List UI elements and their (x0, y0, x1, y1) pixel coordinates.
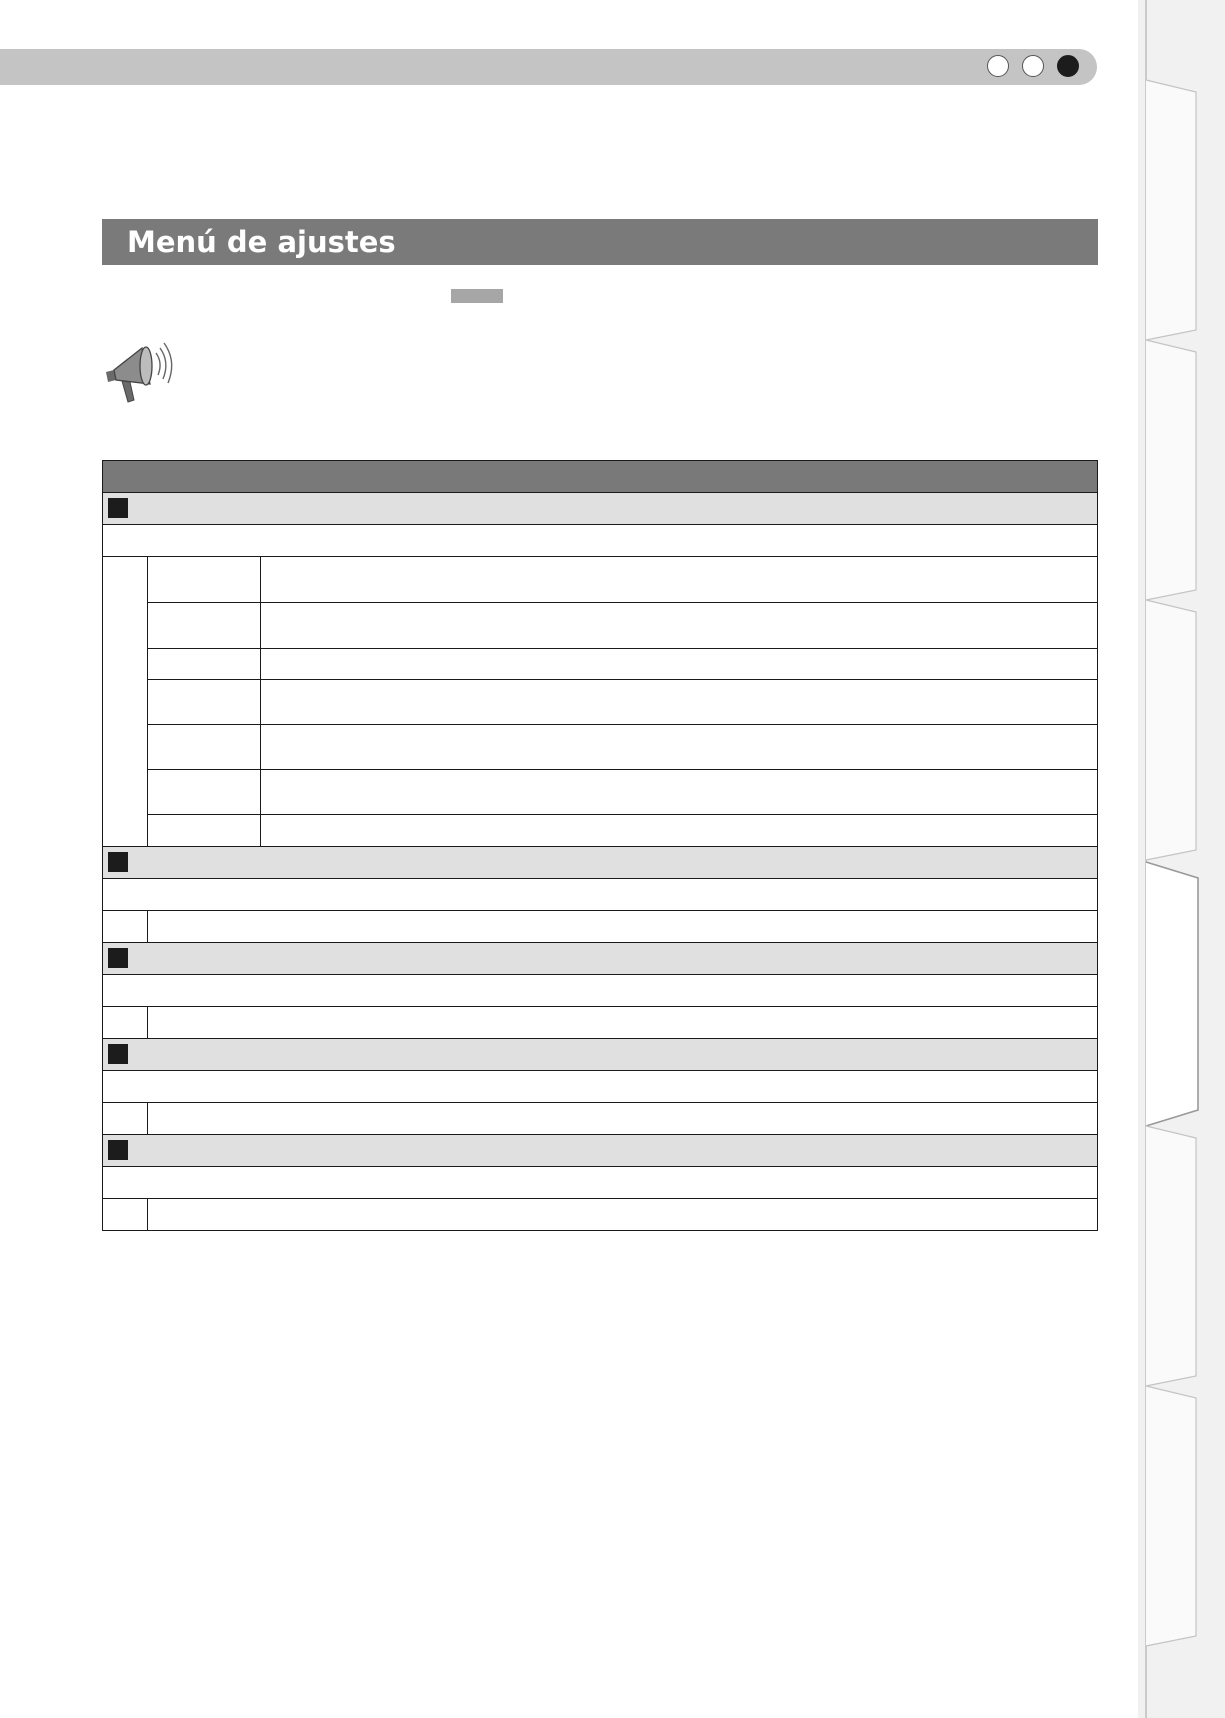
top-header-bar (0, 49, 1097, 85)
table-cell (147, 1103, 148, 1134)
table-cell (147, 1199, 148, 1230)
section-header-row (102, 1135, 1098, 1167)
section-header-row (102, 943, 1098, 975)
sidebar-tab-6[interactable] (1146, 1386, 1196, 1646)
table-row (102, 879, 1098, 911)
table-subrow (147, 769, 1097, 815)
table-row (102, 1167, 1098, 1199)
section-title: Menú de ajustes (102, 219, 1098, 265)
section-header-row (102, 1039, 1098, 1071)
table-subrow (147, 557, 1097, 603)
section-marker (108, 852, 128, 872)
table-row (102, 525, 1098, 557)
table-subrow (147, 679, 1097, 725)
page-indicator-dot-2 (1022, 55, 1044, 77)
table-row (102, 1199, 1098, 1231)
section-marker (108, 1140, 128, 1160)
page-indicator-dot-3 (1057, 55, 1079, 77)
table-cell (147, 911, 148, 942)
megaphone-icon (100, 338, 184, 412)
table-subitem-block (102, 557, 1098, 847)
table-row (102, 975, 1098, 1007)
sidebar-tab-3[interactable] (1146, 600, 1196, 860)
section-marker (108, 498, 128, 518)
section-marker (108, 948, 128, 968)
table-subrow (147, 724, 1097, 770)
sidebar-tab-1[interactable] (1146, 80, 1196, 340)
table-subrow (147, 602, 1097, 649)
table-cell (147, 1007, 148, 1038)
highlight-chip (451, 289, 503, 303)
sidebar-tab-5[interactable] (1146, 1126, 1196, 1386)
table-row (102, 1007, 1098, 1039)
section-marker (108, 1044, 128, 1064)
section-header-row (102, 847, 1098, 879)
page-indicator-dot-1 (987, 55, 1009, 77)
settings-table (102, 460, 1098, 1231)
table-header-row (102, 460, 1098, 493)
table-row (102, 1071, 1098, 1103)
sidebar-tab-4-active[interactable] (1146, 862, 1198, 1126)
table-row (102, 911, 1098, 943)
table-row (102, 1103, 1098, 1135)
sidebar-tabs (1138, 0, 1225, 1718)
sidebar-tab-2[interactable] (1146, 340, 1196, 600)
table-subrow (147, 648, 1097, 680)
section-header-row (102, 493, 1098, 525)
